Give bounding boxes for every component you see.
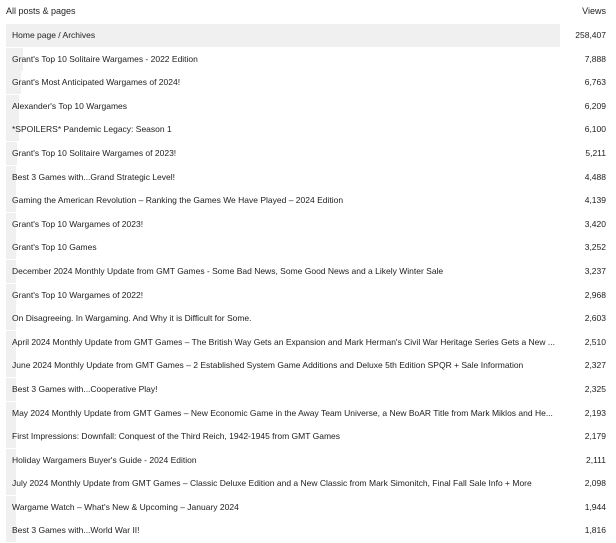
table-row[interactable] (0, 189, 616, 213)
post-title-link[interactable]: On Disagreeing. In Wargaming. And Why it is Difficult for Some. (12, 313, 252, 324)
post-title-link[interactable]: Grant's Top 10 Solitaire Wargames - 2022 Edition (12, 53, 198, 64)
table-row[interactable] (0, 24, 616, 48)
post-title-link[interactable]: Gaming the American Revolution – Ranking the Games We Have Played – 2024 Edition (12, 195, 344, 206)
table-row[interactable] (0, 425, 616, 449)
views-count: 258,407 (575, 30, 606, 40)
views-count: 2,193 (584, 407, 606, 418)
views-count: 2,179 (584, 431, 606, 442)
table-row[interactable] (0, 402, 616, 426)
table-row[interactable] (0, 71, 616, 95)
table-row[interactable] (0, 236, 616, 260)
post-title-link[interactable]: May 2024 Monthly Update from GMT Games – New Economic Game in the Away Team Universe, a New BoAR Title from Mark Miklos and He... (12, 407, 553, 418)
post-title-link[interactable]: July 2024 Monthly Update from GMT Games – Classic Deluxe Edition and a New Classic from Mark Simonitch, Final Fall Sale Info + More (12, 478, 532, 489)
views-count: 3,237 (584, 265, 606, 276)
post-title-link[interactable]: Home page / Archives (12, 30, 96, 40)
views-count: 2,603 (584, 313, 606, 324)
table-row[interactable] (0, 331, 616, 355)
views-count: 2,111 (585, 454, 606, 465)
table-row[interactable] (0, 213, 616, 237)
views-count: 6,100 (584, 124, 606, 135)
post-title-link[interactable]: First Impressions: Downfall: Conquest of the Third Reich, 1942-1945 from GMT Games (12, 431, 341, 442)
table-row[interactable] (0, 48, 616, 72)
post-title-link[interactable]: December 2024 Monthly Update from GMT Games - Some Bad News, Some Good News and a Likely Winter Sale (12, 265, 444, 276)
post-title-link[interactable]: Grant's Top 10 Wargames of 2022! (12, 289, 144, 300)
table-row[interactable] (0, 142, 616, 166)
post-title-link[interactable]: Best 3 Games with...Cooperative Play! (12, 383, 158, 394)
views-count: 2,968 (584, 289, 606, 300)
posts-list (0, 24, 616, 543)
post-title-link[interactable]: Grant's Top 10 Games (12, 242, 97, 253)
views-count: 3,420 (584, 218, 606, 229)
views-count: 1,944 (584, 501, 606, 512)
table-row[interactable] (0, 284, 616, 308)
table-row[interactable] (0, 496, 616, 520)
views-count: 4,139 (584, 195, 606, 206)
table-header (0, 0, 616, 24)
table-row[interactable] (0, 472, 616, 496)
views-count: 2,327 (584, 360, 606, 371)
views-count: 6,763 (584, 77, 606, 88)
views-count: 2,325 (584, 383, 606, 394)
table-row[interactable] (0, 354, 616, 378)
column-header-views: Views (582, 6, 606, 16)
table-row[interactable] (0, 260, 616, 284)
post-title-link[interactable]: April 2024 Monthly Update from GMT Games – The British Way Gets an Expansion and Mark Herman's Civil War Heritage Series Gets a New ... (12, 336, 555, 347)
views-count: 6,209 (584, 100, 606, 111)
post-title-link[interactable]: Grant's Top 10 Wargames of 2023! (12, 218, 144, 229)
post-title-link[interactable]: Holiday Wargamers Buyer's Guide - 2024 Edition (12, 454, 197, 465)
views-count: 3,252 (584, 242, 606, 253)
views-count: 5,211 (585, 147, 606, 158)
views-count: 7,888 (584, 53, 606, 64)
table-row[interactable] (0, 519, 616, 543)
post-title-link[interactable]: Alexander's Top 10 Wargames (12, 100, 128, 111)
column-header-posts: All posts & pages (6, 6, 76, 16)
views-count: 4,488 (584, 171, 606, 182)
table-row[interactable] (0, 378, 616, 402)
post-title-link[interactable]: Grant's Top 10 Solitaire Wargames of 2023! (12, 147, 177, 158)
views-count: 2,098 (584, 478, 606, 489)
post-title-link[interactable]: June 2024 Monthly Update from GMT Games – 2 Established System Game Additions and Deluxe 5th Edition SPQR + Sale Information (12, 360, 524, 371)
post-title-link[interactable]: Wargame Watch – What's New & Upcoming – January 2024 (12, 501, 239, 512)
table-row[interactable] (0, 118, 616, 142)
views-count: 2,510 (584, 336, 606, 347)
table-row[interactable] (0, 307, 616, 331)
post-title-link[interactable]: Grant's Most Anticipated Wargames of 2024! (12, 77, 181, 88)
post-title-link[interactable]: Best 3 Games with...World War II! (12, 525, 140, 536)
table-row[interactable] (0, 449, 616, 473)
table-row[interactable] (0, 95, 616, 119)
post-title-link[interactable]: Best 3 Games with...Grand Strategic Level! (12, 171, 175, 182)
table-row[interactable] (0, 166, 616, 190)
post-title-link[interactable]: *SPOILERS* Pandemic Legacy: Season 1 (12, 124, 172, 135)
views-count: 1,816 (584, 525, 606, 536)
